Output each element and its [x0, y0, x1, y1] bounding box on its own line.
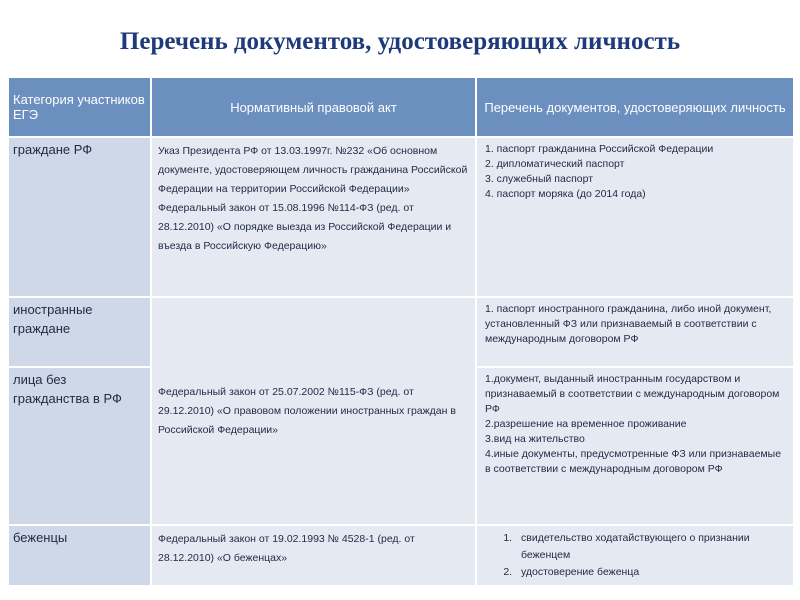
table-header-row	[8, 77, 794, 137]
table-row	[8, 137, 794, 297]
doc-item: 1. паспорт гражданина Российской Федерации	[485, 143, 714, 155]
category-cell: лица без гражданства в РФ	[8, 367, 151, 525]
law-cell: Федеральный закон от 19.02.1993 № 4528-1 (ред. от 28.12.2010) «О беженцах»	[151, 525, 476, 586]
documents-table	[7, 76, 795, 587]
law-cell-shared: Федеральный закон от 25.07.2002 №115-ФЗ (ред. от 29.12.2010) «О правовом положении иностранных граждан в Российской Федерации»	[151, 297, 476, 525]
doc-item: 1.документ, выданный иностранным государством и признаваемый в соответствии с международным договором РФ	[485, 373, 780, 415]
doc-item: 2. удостоверение беженца	[515, 564, 785, 581]
doc-item: 4.иные документы, предусмотренные ФЗ или признаваемые в соответствии с международным договором РФ	[485, 448, 782, 475]
doc-item: 2.разрешение на временное проживание	[485, 418, 687, 430]
category-cell: беженцы	[8, 525, 151, 586]
docs-cell	[476, 297, 794, 367]
category-cell: граждане РФ	[8, 137, 151, 297]
table-row	[8, 525, 794, 586]
table-row	[8, 297, 794, 367]
docs-cell	[476, 367, 794, 525]
docs-cell	[476, 525, 794, 586]
doc-list	[485, 530, 785, 581]
header-docs: Перечень документов, удостоверяющих личность	[476, 77, 794, 137]
doc-item: 1. свидетельство ходатайствующего о признании беженцем	[515, 530, 785, 564]
page-title: Перечень документов, удостоверяющих личность	[119, 28, 681, 55]
header-law: Нормативный правовой акт	[151, 77, 476, 137]
category-cell: иностранные граждане	[8, 297, 151, 367]
doc-item: 2. дипломатический паспорт	[485, 158, 625, 170]
law-cell: Указ Президента РФ от 13.03.1997г. №232 «Об основном документе, удостоверяющем личность гражданина Российской Федерации на территории Российской Федерации» Федеральный закон от 15.08.1996 №114-ФЗ (ред. от 28.12.2010) «О порядке выезда из Российской Федерации и въезда в Российскую Федерацию»	[151, 137, 476, 297]
doc-item: 3.вид на жительство	[485, 433, 585, 445]
docs-cell	[476, 137, 794, 297]
doc-item: 4. паспорт моряка (до 2014 года)	[485, 188, 646, 200]
doc-item: 1. паспорт иностранного гражданина, либо иной документ, установленный ФЗ или признаваемый в соответствии с международным договором РФ	[485, 303, 772, 345]
header-category: Категория участников ЕГЭ	[8, 77, 151, 137]
doc-item: 3. служебный паспорт	[485, 173, 594, 185]
